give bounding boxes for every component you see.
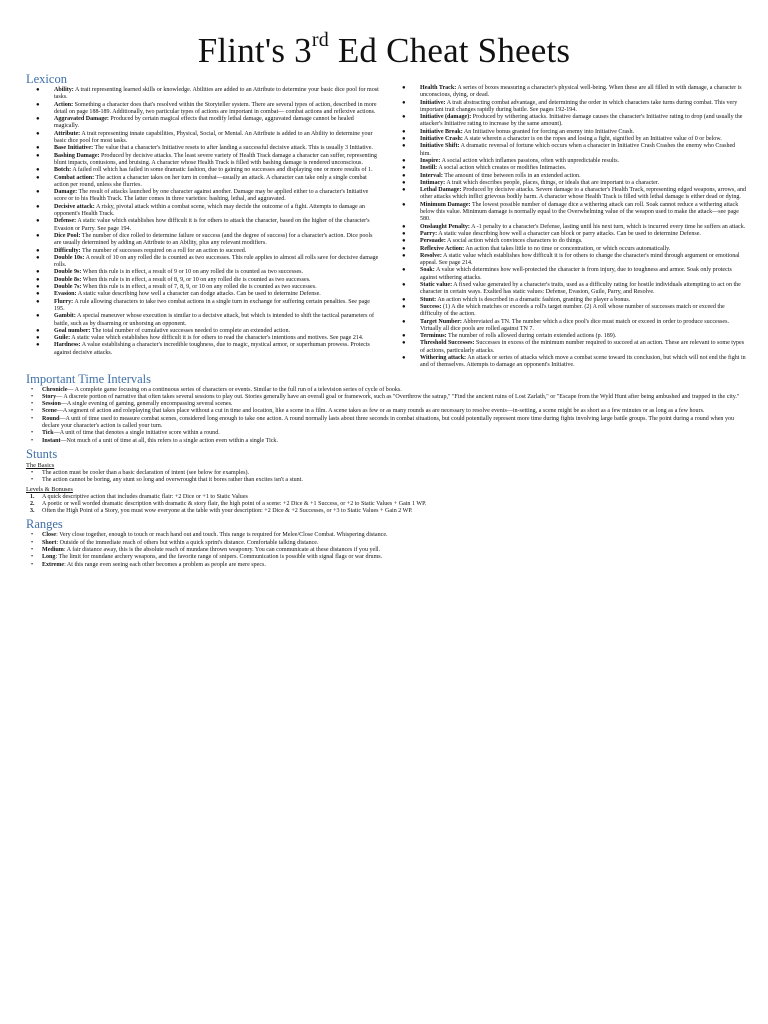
term-definition: A social action which creates or modifies Intimacies. (437, 165, 567, 172)
lexicon-entry (388, 100, 746, 115)
bullet-icon: ● (402, 143, 406, 150)
term-definition: —A single evening of gaming, generally encompassing several scenes. (60, 401, 233, 408)
term-label: Onslaught Penalty: (420, 223, 470, 230)
lexicon-entry (22, 116, 380, 131)
bullet-icon: ● (36, 335, 40, 342)
term-definition: The total number of cumulative successes needed to complete an extended action. (90, 327, 290, 334)
bullet-icon: ● (402, 238, 406, 245)
stunt-level-text: Often the High Point of a Story, you must wow everyone at the table with your description: +2 Dice & +2 Successes, or +3 to Static Values + Gain 2 WP. (42, 508, 413, 515)
bullet-icon: ● (402, 333, 406, 340)
term-definition: Successes in excess of the minimum number required to succeed at an action. These are relevant to some types of actions, particularly attacks. (420, 340, 745, 354)
term-label: Stunt: (420, 296, 437, 303)
term-label: Aggravated Damage: (54, 116, 109, 123)
bullet-icon: ● (402, 187, 406, 194)
lexicon-entry (22, 204, 380, 219)
lexicon-entry (22, 87, 380, 102)
term-definition: A static value which establishes how difficult it is for others to attack the character, based on the higher of the character's Evasion or Parry. See page 194. (54, 218, 370, 232)
stunt-basic-text: The action must be cooler than a basic declaration of intent (see below for examples). (42, 469, 250, 476)
bullet-icon: ● (402, 230, 406, 237)
term-label: Defense: (54, 218, 77, 225)
term-label: Flurry: (54, 298, 74, 305)
title-superscript: rd (311, 29, 329, 51)
bullet-icon: ● (36, 276, 40, 283)
lexicon-entry (388, 202, 746, 224)
term-label: Target Number: (420, 318, 462, 325)
term-definition: A static value which establishes how difficult it is for others to change the character's mind through argument or emotional appeal. See page 214. (420, 252, 740, 267)
term-definition: A static value which establishes how difficult it is for others to read the character's intentions and motives. See page 214. (70, 335, 364, 342)
term-label: Close (42, 532, 57, 539)
term-definition: A social action which convinces characters to do things. (445, 238, 583, 245)
stunt-level-number: 3. (30, 508, 35, 515)
term-definition: The amount of time between rolls in an extended action. (442, 172, 581, 179)
bullet-icon: ● (36, 145, 40, 152)
term-label: Double 7s: (54, 284, 82, 291)
term-definition: An Initiative bonus granted for forcing an enemy into Initiative Crash. (462, 128, 635, 135)
term-definition: A trait representing learned skills or knowledge. Abilities are added to an Attribute to determine your basic dice pool for most tasks. (54, 87, 379, 101)
bullet-icon: • (31, 386, 34, 393)
time-interval-item (22, 416, 746, 431)
term-label: Double 9s: (54, 269, 82, 276)
range-item (22, 540, 746, 547)
term-label: Threshold Successes: (420, 340, 475, 347)
range-item (22, 562, 746, 569)
stunt-level-number: 1. (30, 493, 35, 500)
bullet-icon: ● (402, 340, 406, 347)
stunt-basic-item (22, 470, 746, 477)
term-definition: The lowest possible number of damage dice a withering attack can roll. Soak cannot reduce a withering attack below this value. Minimum damage is normally equal to the Overwhelming value of the weapon used to make the attack—see page 580. (420, 201, 739, 223)
term-label: Initiative: (420, 99, 446, 106)
term-label: Chronicle (42, 386, 68, 393)
lexicon-entry (22, 269, 380, 276)
term-definition: : The limit for mundane archery weapons, and the favorite range of snipers. Communication is possible with signal flags or war drums. (55, 554, 383, 561)
bullet-icon: ● (402, 136, 406, 143)
term-definition: Abbreviated as TN. The number which a dice pool's dice must match or exceed in order to produce successes. Virtually all dice pools are rolled against TN 7. (420, 318, 729, 332)
term-label: Action: (54, 101, 74, 108)
term-label: Extreme (42, 561, 65, 568)
term-label: Story (42, 393, 57, 400)
lexicon-entry (22, 248, 380, 255)
stunt-basic-item (22, 477, 746, 484)
term-label: Health Track: (420, 85, 457, 91)
bullet-icon: ● (36, 342, 40, 349)
bullet-icon: • (31, 539, 34, 546)
bullet-icon: ● (402, 296, 406, 303)
term-definition: —Not much of a unit of time at all, this refers to a single action even within a single Tick. (60, 437, 278, 444)
bullet-icon: ● (36, 189, 40, 196)
term-label: Parry: (420, 230, 438, 237)
lexicon-entry (388, 85, 746, 100)
bullet-icon: ● (402, 303, 406, 310)
bullet-icon: • (31, 437, 34, 444)
term-definition: Produced by decisive attacks. The least severe variety of Health Track damage a character can suffer, representing blunt impacts, contusions, and bruising. A character whose Health Track is filled with bashing damage is rendered unconscious. (54, 152, 377, 166)
lexicon-entry (22, 218, 380, 233)
bullet-icon: • (31, 477, 34, 484)
term-definition: A result of 10 on any rolled die is counted as two successes. This rule applies to almost all rolls save for decisive damage rolls. (54, 254, 379, 269)
time-intervals-list (22, 387, 746, 445)
stunts-heading: Stunts (26, 446, 58, 461)
stunt-level-item (22, 494, 746, 501)
term-label: Minimum Damage: (420, 201, 471, 208)
stunt-basic-text: The action cannot be boring, any stunt so long and overwrought that it bores rather than excites isn't a stunt. (42, 477, 303, 484)
bullet-icon: ● (36, 130, 40, 137)
lexicon-entry (22, 145, 380, 152)
bullet-icon: ● (36, 327, 40, 334)
bullet-icon: • (31, 554, 34, 561)
ranges-heading: Ranges (26, 517, 63, 532)
term-label: Botch: (54, 167, 72, 174)
term-label: Round (42, 415, 60, 422)
term-label: Intimacy: (420, 179, 446, 186)
bullet-icon: ● (36, 313, 40, 320)
term-label: Lethal Damage: (420, 187, 462, 194)
lexicon-entry (388, 180, 746, 187)
stunt-level-text: A quick descriptive action that includes dramatic flair: +2 Dice or +1 to Static Values (42, 493, 248, 500)
bullet-icon: ● (36, 298, 40, 305)
lexicon-columns (22, 70, 746, 370)
term-definition: An action which is described in a dramatic fashion, granting the player a bonus. (436, 296, 631, 303)
term-definition: — A discrete portion of narrative that often takes several sessions to play out. Stories generally have an overall goal or framework, such as "Overthrow the satrap," "Find the ancient ruins of Lost Zarlath," or "Escape from the Wyld Hunt after being ambushed and trapped in the city." (56, 393, 740, 400)
stunt-level-number: 2. (30, 500, 35, 507)
bullet-icon: ● (402, 252, 406, 259)
term-definition: —A unit of time used to measure combat scenes, considered long enough to take one action. A round normally lasts about three seconds in combat situations, but could potentially represent more time during fights involving large battle groups. The point during a round when you declare your character's action is called your turn. (42, 415, 735, 430)
bullet-icon: ● (402, 128, 406, 135)
term-label: Terminus: (420, 333, 447, 340)
term-definition: Produced by decisive attacks. Severe damage to a character's Health Track, representing edged weapons, arrows, and other attacks which inflict grievous bodily harm. A character whose Health Track is filled with lethal damage is either dead or dying. (420, 187, 747, 201)
lexicon-entry (22, 175, 380, 190)
bullet-icon: ● (36, 87, 40, 93)
term-label: Initiative (damage): (420, 114, 472, 121)
term-definition: — A complete game focusing on a continuous series of characters or events. Similar to the full run of a television series of cycle of books. (67, 386, 402, 393)
lexicon-entry (22, 335, 380, 342)
bullet-icon: ● (402, 114, 406, 121)
term-label: Ability: (54, 87, 74, 93)
lexicon-entry (388, 231, 746, 238)
lexicon-entry (388, 173, 746, 180)
lexicon-entry (388, 340, 746, 355)
term-label: Damage: (54, 189, 78, 196)
term-definition: Something a character does that's resolved within the Storyteller system. There are several types of action, described in more detail on page 188-189. Additionally, two particular types of actions are important in combat— combat actions and reflexive actions. (54, 101, 377, 115)
term-label: Initiative Shift: (420, 143, 460, 150)
term-label: Static value: (420, 282, 453, 289)
lexicon-entry (22, 277, 380, 284)
bullet-icon: ● (36, 269, 40, 276)
term-definition: : Very close together, enough to touch or reach hand out and touch. This range is required for Melee/Close Combat. Whispering distance. (56, 532, 388, 539)
term-definition: An action that takes little to no time or concentration, or which occurs automatically. (464, 245, 671, 252)
term-definition: : At this range even seeing each other becomes a problem as people are mere specs. (64, 561, 266, 568)
term-label: Double 10s: (54, 254, 85, 261)
term-definition: The number of rolls allowed during certain extended actions (p. 189). (446, 333, 617, 340)
term-label: Decisive attack: (54, 203, 95, 210)
term-definition: Produced by withering attacks. Initiative damage causes the character's Initiative rating to drop (and usually the attacker's Initiative rating to increase by the same amount). (420, 114, 743, 128)
bullet-icon: • (31, 401, 34, 408)
term-label: Withering attack: (420, 354, 467, 361)
term-definition: The result of attacks launched by one character against another. Damage may be applied either to a character's Initiative score or to his Health Track. The latter comes in three varieties: bashing, lethal, and aggravated. (54, 189, 369, 203)
term-definition: A trait abstracting combat advantage, and determining the order in which characters take turns during combat. This very important trait changes rapidly during battle. See pages 192-194. (420, 99, 738, 113)
lexicon-entry (22, 313, 380, 328)
lexicon-right-column (388, 70, 746, 370)
time-intervals-heading: Important Time Intervals (26, 371, 151, 386)
term-definition: A state wherein a character is on the ropes and losing a fight, signified by an Initiative value of 0 or below. (462, 136, 722, 143)
lexicon-left-list (22, 87, 380, 357)
bullet-icon: ● (36, 254, 40, 261)
bullet-icon: ● (402, 165, 406, 172)
bullet-icon: • (31, 547, 34, 554)
term-definition: (1) A die which matches or exceeds a roll's target number. (2) A roll whose number of successes match or exceed the difficulty of the action. (420, 303, 725, 318)
bullet-icon: ● (36, 203, 40, 210)
stunts-levels-list (22, 494, 746, 516)
lexicon-entry (22, 342, 380, 357)
bullet-icon: ● (36, 291, 40, 298)
bullet-icon: • (31, 408, 34, 415)
lexicon-entry (22, 167, 380, 174)
lexicon-entry (22, 328, 380, 335)
term-label: Initiative Crash: (420, 136, 463, 143)
stunt-level-item (22, 508, 746, 515)
lexicon-entry (22, 233, 380, 248)
bullet-icon: ● (402, 172, 406, 179)
term-definition: A social action which inflames passions, often with unpredictable results. (440, 157, 620, 164)
term-label: Long (42, 554, 56, 561)
lexicon-heading: Lexicon (26, 72, 67, 86)
lexicon-entry (388, 187, 746, 202)
bullet-icon: • (31, 393, 34, 400)
term-label: Guile: (54, 335, 71, 342)
term-label: Evasion: (54, 291, 77, 298)
term-definition: A trait representing innate capabilities, Physical, Social, or Mental. An Attribute is added to an Ability to determine your basic dice pool for most tasks. (54, 130, 373, 145)
lexicon-entry (22, 291, 380, 298)
bullet-icon: ● (36, 174, 40, 181)
term-definition: A static value describing how well a character can block or parry attacks. Can be used to determine Defense. (437, 230, 701, 237)
term-label: Attribute: (54, 130, 81, 137)
term-label: Reflexive Action: (420, 245, 465, 252)
lexicon-entry (388, 114, 746, 129)
term-definition: A fixed value generated by a character's traits, used as a difficulty rating for hostile individuals attempting to act on the character in certain ways. Exalted has static values: Defense, Evasion, Guile, Parry, and Resolve. (420, 282, 741, 296)
bullet-icon: • (31, 532, 34, 539)
term-definition: A value which determines how well-protected the character is from injury, due to toughness and armor. Soak only protects against withering attacks. (420, 267, 732, 281)
term-definition: A -1 penalty to a character's Defense, lasting until his next turn, which is incurred every time he suffers an attack. (469, 223, 746, 230)
term-definition: The action a character takes on her turn in combat—usually an attack. A character can take only a single combat action per round, unless she flurries. (54, 174, 367, 188)
bullet-icon: ● (402, 201, 406, 208)
term-label: Interval: (420, 172, 443, 179)
term-label: Short (42, 539, 57, 546)
time-interval-item (22, 438, 746, 445)
term-label: Instant (42, 437, 61, 444)
bullet-icon: ● (402, 223, 406, 230)
lexicon-entry (388, 319, 746, 334)
term-definition: When this rule is in effect, a result of 8, 9, or 10 on any rolled die is counted as two successes. (81, 276, 311, 283)
lexicon-entry (388, 129, 746, 136)
term-definition: A trait which describes people, places, things, or ideals that are important to a character. (445, 179, 659, 186)
lexicon-left-column (22, 70, 380, 370)
stunt-level-text: A poetic or well worded dramatic description with dramatic & story flair, the high point of a scene: +2 Dice & +1 Success, or +2 to Static Values + Gain 1 WP. (42, 500, 427, 507)
lexicon-entry (22, 299, 380, 314)
term-definition: A value establishing a character's incredible toughness, due to magic, mystical armor, or superhuman prowess. Protects against decisive attacks. (54, 342, 370, 356)
bullet-icon: ● (36, 284, 40, 291)
term-definition: An attack or series of attacks which move a combat scene toward its conclusion, but which will not end the fight in and of themselves. Attempts to damage an opponent's Initiative. (420, 354, 746, 369)
term-definition: : A fair distance away, this is the absolute reach of mundane thrown weaponry. You can communicate at these distances if you yell. (63, 547, 381, 554)
lexicon-right-list (388, 85, 746, 370)
bullet-icon: ● (402, 318, 406, 325)
bullet-icon: ● (402, 354, 406, 361)
term-label: Base Initiative: (54, 145, 94, 152)
lexicon-entry (388, 246, 746, 253)
lexicon-entry (388, 355, 746, 370)
term-label: Double 8s: (54, 276, 82, 283)
stunts-basics-list (22, 470, 746, 485)
time-interval-item (22, 387, 746, 394)
term-label: Session (42, 401, 61, 408)
bullet-icon: ● (402, 157, 406, 164)
term-definition: A rule allowing characters to take two combat actions in a single turn in exchange for suffering certain penalties. See page 195. (54, 298, 370, 312)
bullet-icon: ● (402, 245, 406, 252)
bullet-icon: ● (402, 85, 406, 91)
bullet-icon: • (31, 561, 34, 568)
time-interval-item (22, 408, 746, 415)
term-label: Combat action: (54, 174, 95, 181)
term-label: Initiative Break: (420, 128, 463, 135)
term-label: Medium (42, 547, 64, 554)
stunts-levels-label: Levels & Bonuses (26, 485, 73, 493)
term-label: Instill: (420, 165, 438, 172)
term-label: Tick (42, 430, 54, 437)
term-label: Gambit: (54, 313, 76, 320)
bullet-icon: ● (402, 282, 406, 289)
lexicon-entry (388, 297, 746, 304)
range-item (22, 554, 746, 561)
lexicon-entry (388, 165, 746, 172)
term-definition: The value that a character's Initiative resets to after landing a successful decisive attack. This is usually 3 Initiative. (93, 145, 373, 152)
lexicon-entry (388, 143, 746, 158)
lexicon-entry (22, 131, 380, 146)
term-label: Hardness: (54, 342, 81, 349)
term-label: Scene (42, 408, 57, 415)
term-label: Goal number: (54, 327, 91, 334)
time-interval-item (22, 430, 746, 437)
term-definition: A series of boxes measuring a character's physical well-being. When these are all filled in with damage, a character is unconscious, dying, or dead. (420, 85, 742, 99)
title-tail: Ed Cheat Sheets (328, 31, 571, 70)
bullet-icon: ● (36, 152, 40, 159)
bullet-icon: ● (36, 218, 40, 225)
lexicon-entry (22, 153, 380, 168)
term-definition: —A unit of time that denotes a single initiative score within a round. (53, 430, 220, 437)
bullet-icon: ● (36, 101, 40, 108)
term-label: Persuade: (420, 238, 446, 245)
lexicon-entry (388, 238, 746, 245)
title-main: Flint's 3 (197, 31, 312, 70)
term-definition: The number of dice rolled to determine failure or success (and the degree of success) for a character's action. Dice pools are usually determined by adding an Attribute to an Ability, plus any relevant modifiers. (54, 232, 373, 247)
ranges-list (22, 532, 746, 568)
lexicon-entry (388, 304, 746, 319)
page-title (22, 0, 746, 70)
term-definition: —A segment of action and roleplaying that takes place without a cut in time and location, like a scene in a film. A scene takes as few or as many rounds as are necessary to resolve events—in-setting, a scene might be as short as a few minutes or as long as a few hours. (56, 408, 705, 415)
bullet-icon: ● (36, 232, 40, 239)
term-label: Resolve: (420, 252, 442, 259)
term-definition: Produced by certain magical effects that modify lethal damage, aggravated damage cannot be healed magically. (54, 116, 354, 130)
bullet-icon: ● (36, 116, 40, 123)
term-definition: A special maneuver whose execution is similar to a decisive attack, but which is intended to shift the tactical parameters of battle, such as by disarming or unhorsing an opponent. (54, 313, 375, 327)
lexicon-entry (22, 189, 380, 204)
term-label: Soak: (420, 267, 435, 274)
term-definition: When this rule is in effect, a result of 7, 8, 9, or 10 on any rolled die is counted as two successes. (81, 284, 317, 291)
term-definition: A static value describing how well a character can dodge attacks. Can be used to determine Defense. (76, 291, 321, 298)
bullet-icon: ● (402, 179, 406, 186)
term-label: Dice Pool: (54, 232, 81, 239)
lexicon-entry (388, 267, 746, 282)
lexicon-entry (22, 255, 380, 270)
lexicon-entry (22, 102, 380, 117)
lexicon-entry (388, 224, 746, 231)
range-item (22, 532, 746, 539)
term-definition: A dramatic reversal of fortune which occurs when a character in Initiative Crash Crashes the enemy who Crashed him. (420, 143, 736, 157)
term-definition: When this rule is in effect, a result of 9 or 10 on any rolled die is counted as two successes. (81, 269, 303, 276)
bullet-icon: • (31, 415, 34, 422)
term-label: Success: (420, 303, 442, 310)
bullet-icon: • (31, 469, 34, 476)
term-label: Bashing Damage: (54, 152, 100, 159)
bullet-icon: ● (402, 267, 406, 274)
lexicon-entry (388, 253, 746, 268)
stunts-basics-label: The Basics (26, 461, 55, 469)
term-definition: A failed roll which has failed in some dramatic fashion, due to gaining no successes and displaying one or more results of 1. (71, 167, 373, 174)
bullet-icon: ● (36, 247, 40, 254)
term-label: Difficulty: (54, 247, 81, 254)
term-definition: : Outside of the immediate reach of others but within a quick sprint's distance. Comfortable talking distance. (56, 539, 319, 546)
bullet-icon: • (31, 430, 34, 437)
bullet-icon: ● (402, 99, 406, 106)
lexicon-entry (388, 282, 746, 297)
bullet-icon: ● (36, 167, 40, 174)
term-definition: The number of successes required on a roll for an action to succeed. (80, 247, 247, 254)
term-label: Inspire: (420, 157, 441, 164)
term-definition: A risky, pivotal attack within a combat scene, which may decide the outcome of a fight. Attempts to damage an opponent's Health Track. (54, 203, 365, 218)
